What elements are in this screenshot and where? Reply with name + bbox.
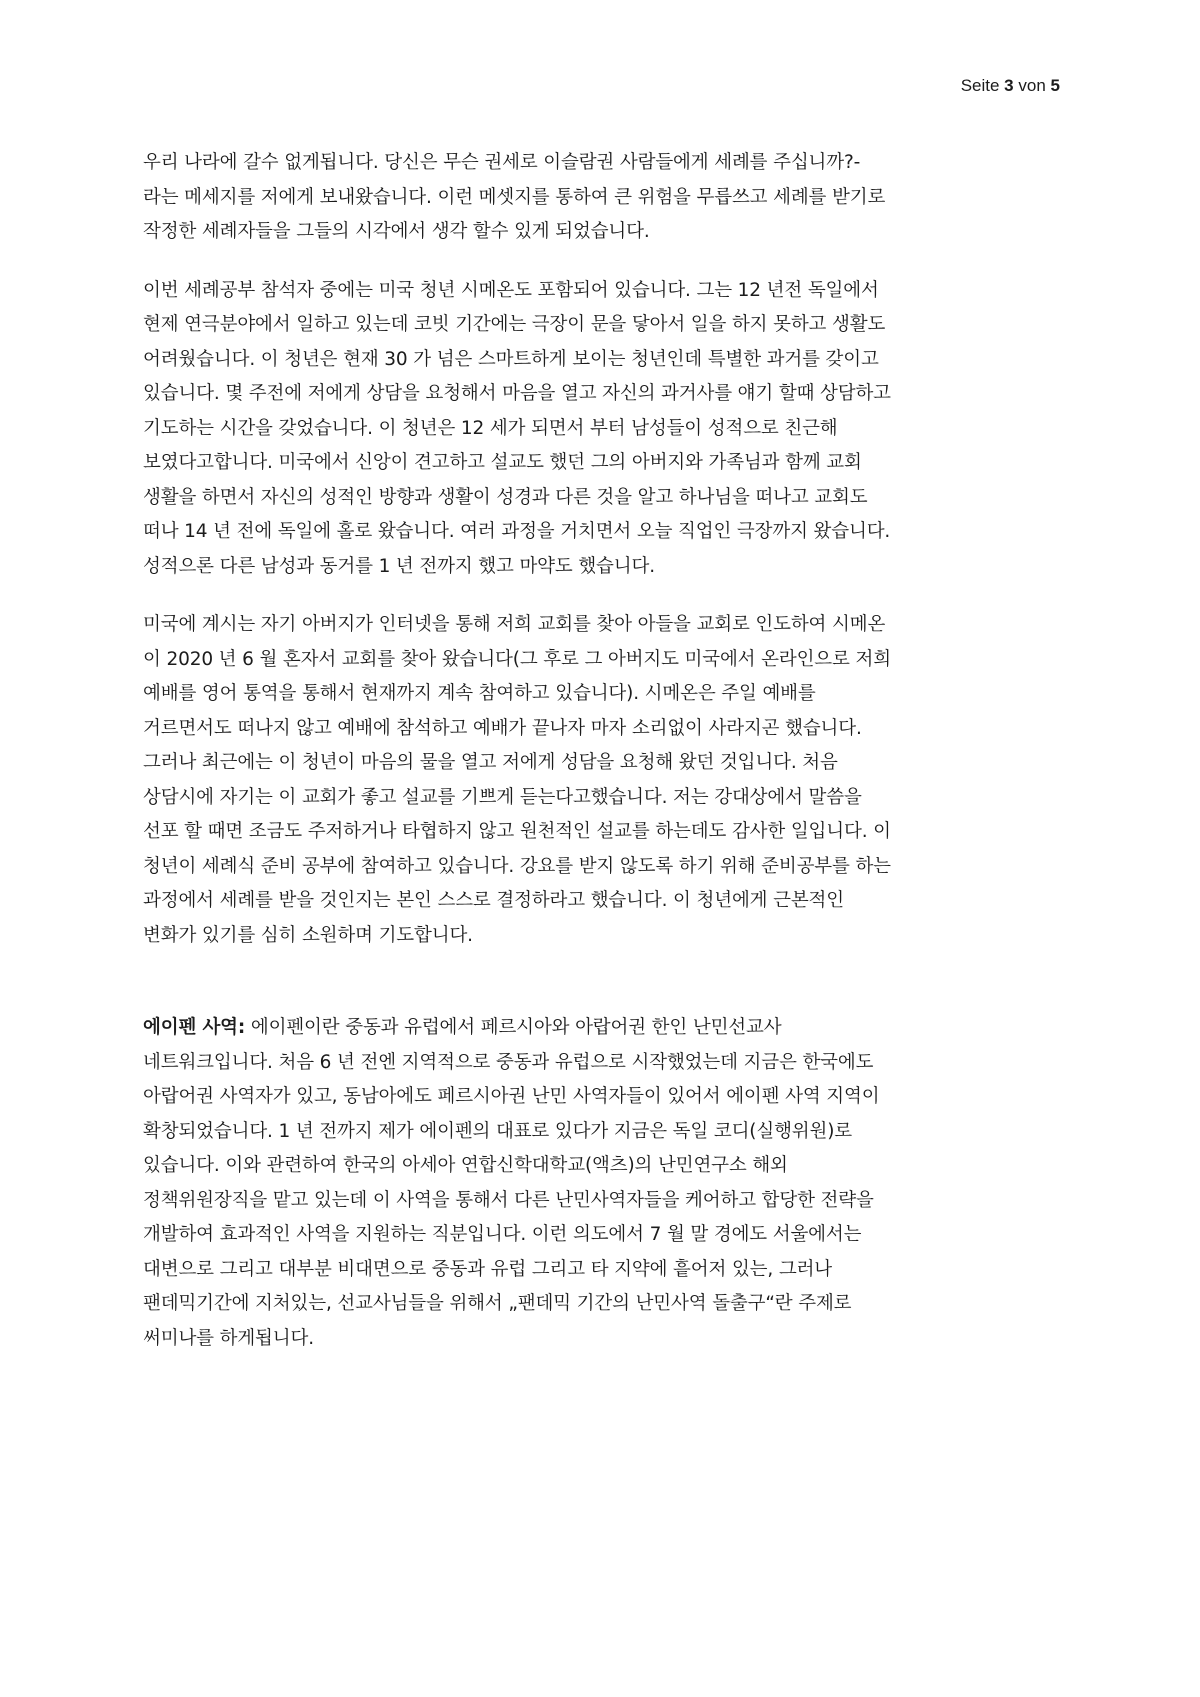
text-line: 이 2020 년 6 월 혼자서 교회를 찾아 왔습니다(그 후로 그 아버지도 미국에서 온라인으로 저희	[143, 648, 891, 670]
text-line: 정책위원장직을 맡고 있는데 이 사역을 통해서 다른 난민사역자들을 케어하고 합당한 전략을	[143, 1189, 874, 1211]
section-apen-ministry	[143, 1011, 1063, 1356]
text-line: 생활을 하면서 자신의 성적인 방향과 생활이 성경과 다른 것을 알고 하나님을 떠나고 교회도	[143, 486, 868, 508]
text-line: 있습니다. 몇 주전에 저에게 상담을 요청해서 마음을 열고 자신의 과거사를 얘기 할때 상담하고	[143, 383, 891, 404]
section-first-line	[143, 1011, 1063, 1046]
text-line: 변화가 있기를 심히 소원하며 기도합니다.	[143, 924, 473, 946]
text-line: 이번 세례공부 참석자 중에는 미국 청년 시메온도 포함되어 있습니다. 그는 12 년전 독일에서	[143, 279, 879, 301]
document-body	[143, 146, 1063, 1356]
paragraph-2	[143, 274, 1063, 585]
page-number	[961, 76, 1060, 96]
text-line: 팬데믹기간에 지처있는, 선교사님들을 위해서 „팬데믹 기간의 난민사역 돌출구“란 주제로	[143, 1293, 852, 1314]
text-line: 우리 나라에 갈수 없게됩니다. 당신은 무슨 권세로 이슬람권 사람들에게 세례를 주십니까?-	[143, 152, 861, 173]
text-line: 미국에 계시는 자기 아버지가 인터넷을 통해 저희 교회를 찾아 아들을 교회로 인도하여 시메온	[143, 614, 886, 635]
text-line: 네트워크입니다. 처음 6 년 전엔 지역적으로 중동과 유럽으로 시작했었는데 지금은 한국에도	[143, 1051, 874, 1073]
paragraph-1	[143, 146, 1063, 250]
current-page: 3	[1004, 76, 1014, 95]
text-line: 청년이 세례식 준비 공부에 참여하고 있습니다. 강요를 받지 않도록 하기 위해 준비공부를 하는	[143, 855, 891, 877]
section-first-line-text: 에이펜이란 중동과 유럽에서 페르시아와 아랍어권 한인 난민선교사	[245, 1017, 782, 1038]
total-pages: 5	[1050, 76, 1060, 95]
text-line: 그러나 최근에는 이 청년이 마음의 물을 열고 저에게 성담을 요청해 왔던 것입니다. 처음	[143, 752, 838, 773]
text-line: 확창되었습니다. 1 년 전까지 제가 에이펜의 대표로 있다가 지금은 독일 코디(실행위원)로	[143, 1120, 853, 1142]
text-line: 선포 할 때면 조금도 주저하거나 타협하지 않고 원천적인 설교를 하는데도 감사한 일입니다. 이	[143, 821, 891, 842]
text-line: 예배를 영어 통역을 통해서 현재까지 계속 참여하고 있습니다). 시메온은 주일 예배를	[143, 683, 816, 704]
page-prefix: Seite	[960, 76, 1000, 95]
text-line: 과정에서 세례를 받을 것인지는 본인 스스로 결정하라고 했습니다. 이 청년에게 근본적인	[143, 890, 844, 911]
page-separator: von	[1018, 76, 1046, 95]
text-line: 아랍어권 사역자가 있고, 동남아에도 페르시아권 난민 사역자들이 있어서 에이펜 사역 지역이	[143, 1086, 880, 1107]
text-line: 라는 메세지를 저에게 보내왔습니다. 이런 메셋지를 통하여 큰 위험을 무릅쓰고 세례를 받기로	[143, 186, 886, 208]
text-line: 성적으론 다른 남성과 동거를 1 년 전까지 했고 마약도 했습니다.	[143, 555, 655, 577]
section-heading: 에이펜 사역:	[143, 1017, 246, 1038]
text-line: 보였다고합니다. 미국에서 신앙이 견고하고 설교도 했던 그의 아버지와 가족님과 함께 교회	[143, 452, 862, 473]
text-line: 기도하는 시간을 갖었습니다. 이 청년은 12 세가 되면서 부터 남성들이 성적으로 친근해	[143, 417, 838, 439]
text-line: 떠나 14 년 전에 독일에 홀로 왔습니다. 여러 과정을 거치면서 오늘 직업인 극장까지 왔습니다.	[143, 521, 891, 542]
text-line: 상담시에 자기는 이 교회가 좋고 설교를 기쁘게 듣는다고했습니다. 저는 강대상에서 말씀을	[143, 786, 862, 808]
text-line: 있습니다. 이와 관련하여 한국의 아세아 연합신학대학교(액츠)의 난민연구소 해외	[143, 1155, 788, 1176]
text-line: 작정한 세례자들을 그들의 시각에서 생각 할수 있게 되었습니다.	[143, 221, 650, 242]
text-line: 거르면서도 떠나지 않고 예배에 참석하고 예배가 끝나자 마자 소리없이 사라지곤 했습니다.	[143, 717, 862, 739]
paragraph-3	[143, 608, 1063, 953]
text-line: 개발하여 효과적인 사역을 지원하는 직분입니다. 이런 의도에서 7 월 말 경에도 서울에서는	[143, 1224, 862, 1245]
text-line: 써미나를 하게됩니다.	[143, 1327, 314, 1349]
text-line: 어려웠습니다. 이 청년은 현재 30 가 넘은 스마트하게 보이는 청년인데 특별한 과거를 갖이고	[143, 348, 879, 370]
text-line: 현제 연극분야에서 일하고 있는데 코빗 기간에는 극장이 문을 닿아서 일을 하지 못하고 생활도	[143, 314, 886, 335]
text-line: 대변으로 그리고 대부분 비대면으로 중동과 유럽 그리고 타 지약에 흩어저 있는, 그러나	[143, 1258, 833, 1280]
